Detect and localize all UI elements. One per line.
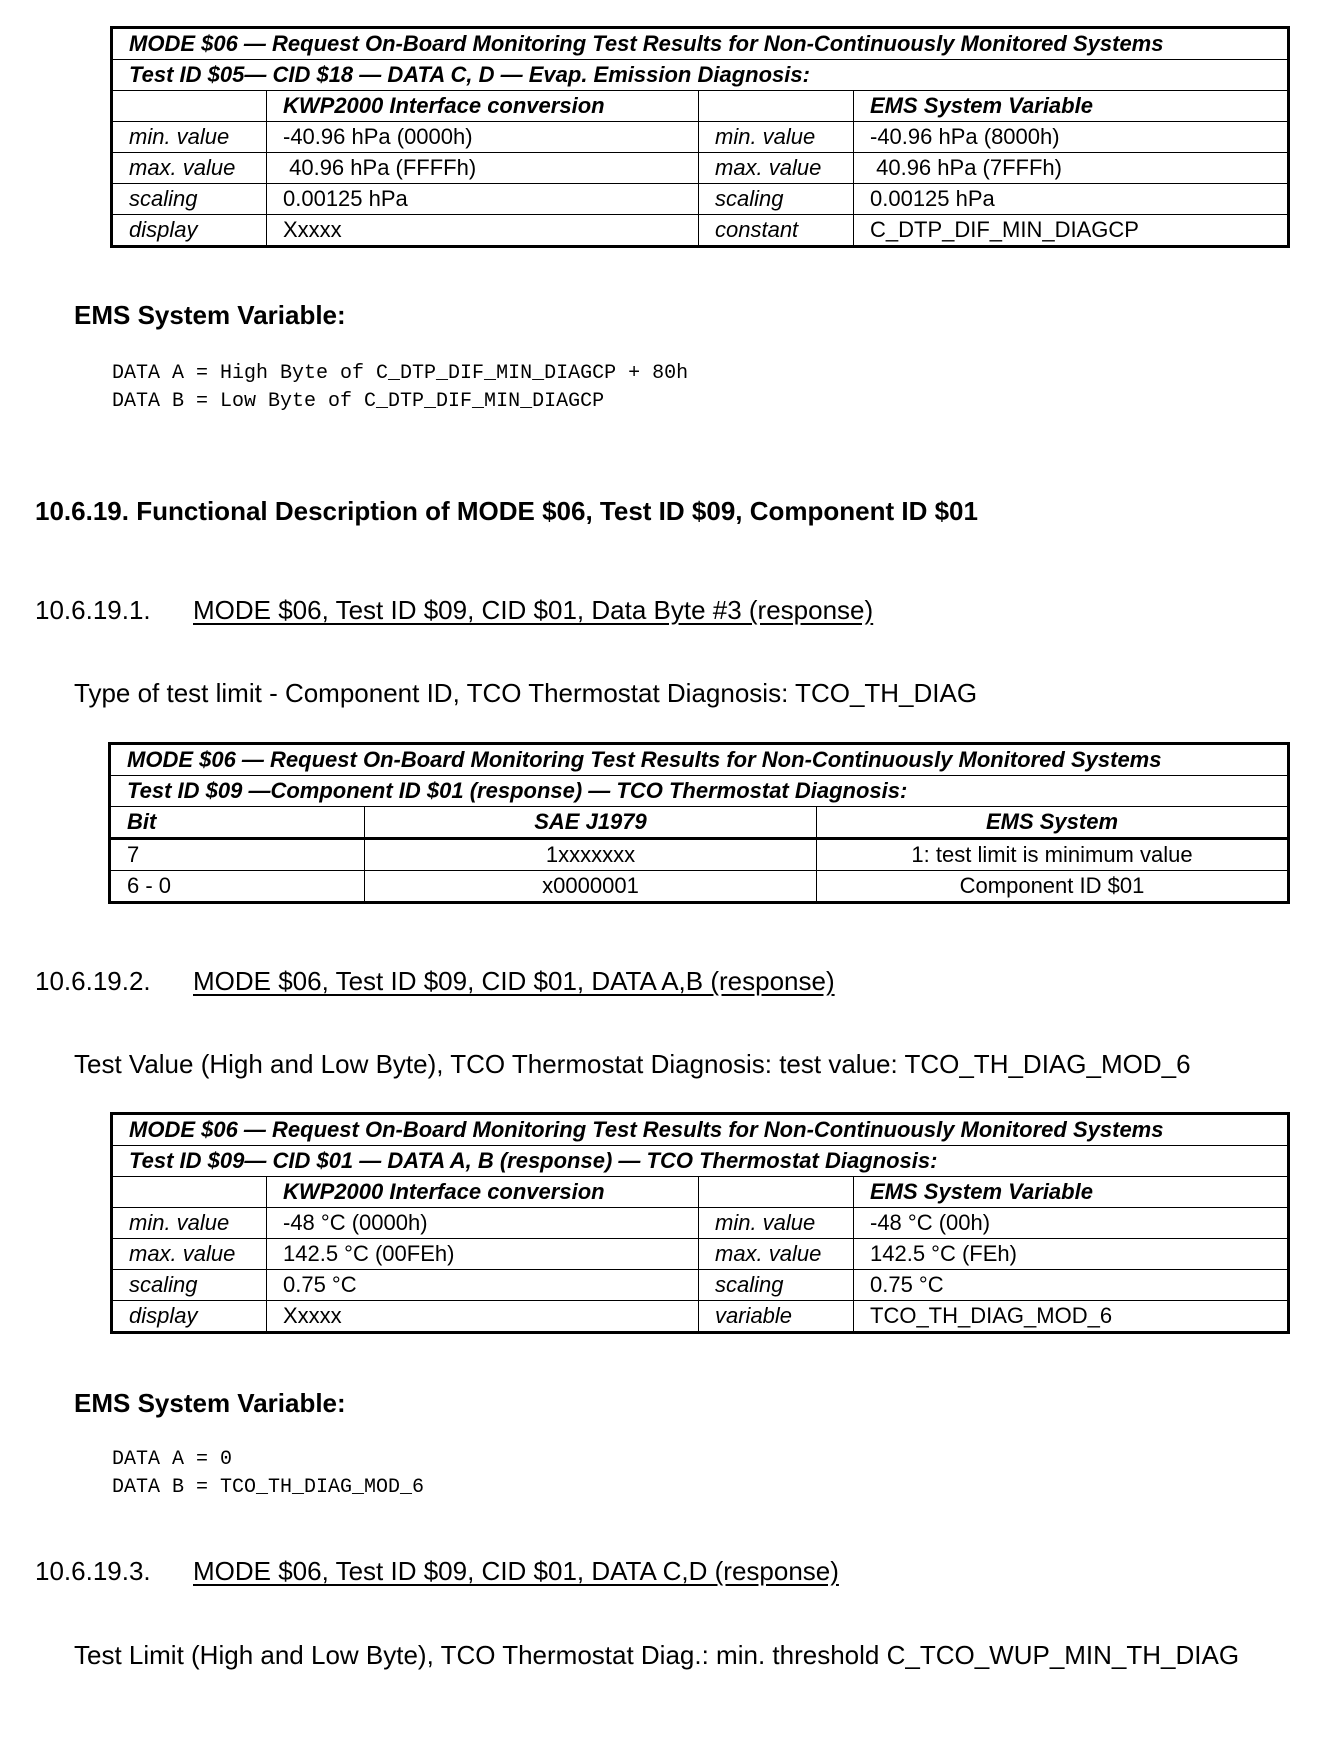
ems-variable-heading: EMS System Variable:	[74, 1388, 346, 1418]
code-block	[112, 1446, 424, 1502]
code-block	[112, 360, 688, 416]
table-row: max. value 142.5 °C (00FEh) max. value 142.5 °C (FEh)	[112, 1239, 1289, 1270]
column-header-kwp2000: KWP2000 Interface conversion	[267, 91, 699, 122]
ems-variable-heading: EMS System Variable:	[74, 300, 346, 330]
column-header-sae: SAE J1979	[365, 807, 817, 839]
code-line: DATA A = 0	[112, 1448, 233, 1471]
code-line: DATA B = TCO_TH_DIAG_MOD_6	[112, 1476, 425, 1499]
table-row: min. value -48 °C (0000h) min. value -48 °C (00h)	[112, 1208, 1289, 1239]
table-row: max. value 40.96 hPa (FFFFh) max. value 40.96 hPa (7FFFh)	[112, 153, 1289, 184]
column-header-bit: Bit	[110, 807, 365, 839]
column-header-ems: EMS System	[817, 807, 1289, 839]
code-line: DATA B = Low Byte of C_DTP_DIF_MIN_DIAGCP	[112, 390, 605, 413]
table-subtitle: Test ID $09 —Component ID $01 (response) — TCO Thermostat Diagnosis:	[110, 776, 1289, 807]
paragraph: Type of test limit - Component ID, TCO Thermostat Diagnosis: TCO_TH_DIAG	[74, 678, 978, 708]
table-row: 6 - 0 x0000001 Component ID $01	[110, 871, 1289, 903]
table-evap-emission-limits	[110, 26, 1290, 248]
table-row: display Xxxxx variable TCO_TH_DIAG_MOD_6	[112, 1301, 1289, 1333]
table-bit-definition	[108, 742, 1290, 904]
table-row: scaling 0.00125 hPa scaling 0.00125 hPa	[112, 184, 1289, 215]
section-heading: 10.6.19. Functional Description of MODE $06, Test ID $09, Component ID $01	[35, 496, 978, 526]
column-header-ems: EMS System Variable	[854, 1177, 1289, 1208]
table-row: min. value -40.96 hPa (0000h) min. value -40.96 hPa (8000h)	[112, 122, 1289, 153]
table-title: MODE $06 — Request On-Board Monitoring Test Results for Non-Continuously Monitored Systems	[112, 28, 1289, 60]
subsection-heading: 10.6.19.1. MODE $06, Test ID $09, CID $01, Data Byte #3 (response)	[35, 595, 874, 625]
table-title: MODE $06 — Request On-Board Monitoring Test Results for Non-Continuously Monitored Systems	[112, 1114, 1289, 1146]
table-subtitle: Test ID $09— CID $01 — DATA A, B (response) — TCO Thermostat Diagnosis:	[112, 1146, 1289, 1177]
paragraph: Test Value (High and Low Byte), TCO Thermostat Diagnosis: test value: TCO_TH_DIAG_MOD_6	[74, 1049, 1191, 1079]
column-header-kwp2000: KWP2000 Interface conversion	[267, 1177, 699, 1208]
table-title: MODE $06 — Request On-Board Monitoring Test Results for Non-Continuously Monitored Systems	[110, 744, 1289, 776]
subsection-heading: 10.6.19.3. MODE $06, Test ID $09, CID $01, DATA C,D (response)	[35, 1556, 839, 1586]
column-header-ems: EMS System Variable	[854, 91, 1289, 122]
table-row: scaling 0.75 °C scaling 0.75 °C	[112, 1270, 1289, 1301]
table-row: display Xxxxx constant C_DTP_DIF_MIN_DIAGCP	[112, 215, 1289, 247]
table-test-value-limits	[110, 1112, 1290, 1334]
paragraph: Test Limit (High and Low Byte), TCO Thermostat Diag.: min. threshold C_TCO_WUP_MIN_TH_DIAG	[74, 1640, 1240, 1670]
code-line: DATA A = High Byte of C_DTP_DIF_MIN_DIAGCP + 80h	[112, 362, 689, 385]
subsection-heading: 10.6.19.2. MODE $06, Test ID $09, CID $01, DATA A,B (response)	[35, 966, 835, 996]
table-row: 7 1xxxxxxx 1: test limit is minimum value	[110, 839, 1289, 871]
table-subtitle: Test ID $05— CID $18 — DATA C, D — Evap. Emission Diagnosis:	[112, 60, 1289, 91]
